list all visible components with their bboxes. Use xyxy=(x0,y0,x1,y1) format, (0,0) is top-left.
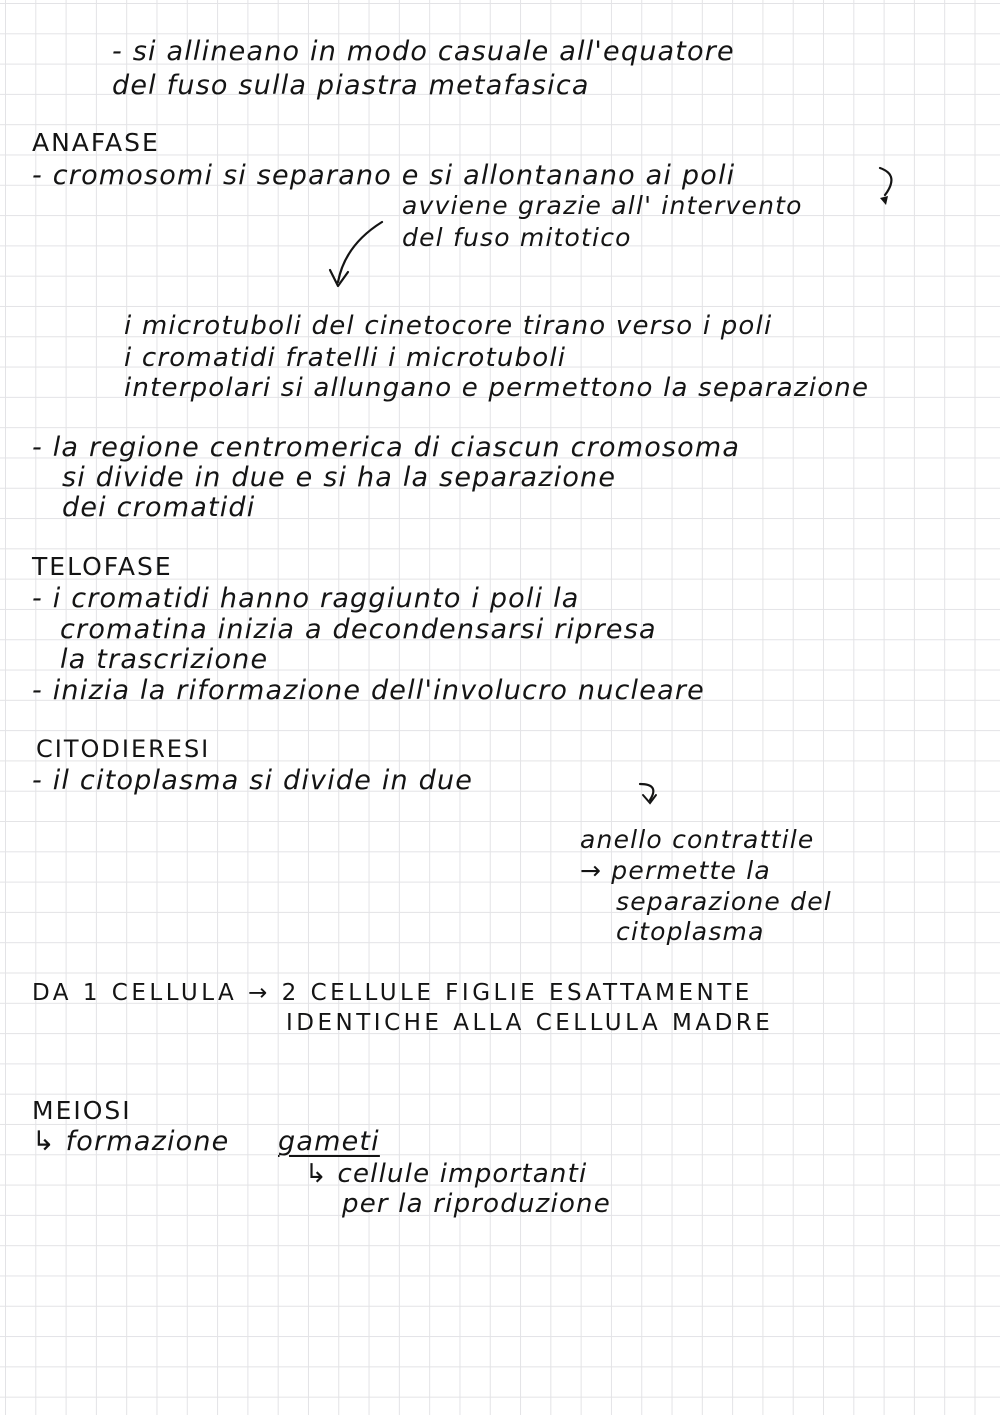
anafase-curve-arrow-icon xyxy=(338,222,382,282)
metaphase-line-2: del fuso sulla piastra metafasica xyxy=(112,70,590,101)
telofase-heading: TELOFASE xyxy=(32,552,173,581)
citodieresi-curve-arrow-icon xyxy=(640,784,653,800)
ring-line-2: → permette la xyxy=(580,856,771,885)
anafase-point2-line-3: dei cromatidi xyxy=(62,492,256,523)
poli-arrowhead-icon xyxy=(880,196,888,205)
anafase-line-1: - cromosomi si separano e si allontanano ai poli xyxy=(32,160,736,191)
summary-line-1: DA 1 CELLULA → 2 CELLULE FIGLIE ESATTAMENTE xyxy=(32,980,753,1006)
telofase-line-2: cromatina inizia a decondensarsi ripresa xyxy=(60,614,657,645)
anafase-point2-line-2: si divide in due e si ha la separazione xyxy=(62,462,617,493)
anafase-side-2: del fuso mitotico xyxy=(402,223,632,252)
ring-line-4: citoplasma xyxy=(616,917,765,946)
anafase-point2-line-1: - la regione centromerica di ciascun cromosoma xyxy=(32,432,741,463)
summary-line-2: IDENTICHE ALLA CELLULA MADRE xyxy=(286,1010,774,1036)
telofase-line-3: la trascrizione xyxy=(60,644,269,675)
citodieresi-line-1: - il citoplasma si divide in due xyxy=(32,765,474,796)
metaphase-line-1: - si allineano in modo casuale all'equatore xyxy=(112,36,735,67)
anafase-detail-3: interpolari si allungano e permettono la separazione xyxy=(124,373,870,403)
ring-line-3: separazione del xyxy=(616,887,832,916)
ring-line-1: anello contrattile xyxy=(580,825,815,854)
meiosi-line-1-prefix: ↳ formazione xyxy=(32,1126,230,1157)
telofase-line-4: - inizia la riformazione dell'involucro nucleare xyxy=(32,675,705,706)
meiosi-line-2: ↳ cellule importanti xyxy=(305,1159,588,1189)
anafase-detail-2: i cromatidi fratelli i microtuboli xyxy=(124,343,567,373)
anafase-arrowhead-icon xyxy=(330,270,348,286)
meiosi-gameti: gameti xyxy=(278,1126,380,1157)
citodieresi-heading: CITODIERESI xyxy=(36,735,211,763)
meiosi-heading: MEIOSI xyxy=(32,1096,132,1125)
telofase-line-1: - i cromatidi hanno raggiunto i poli la xyxy=(32,583,580,614)
anafase-heading: ANAFASE xyxy=(32,128,160,157)
citodieresi-arrowhead-icon xyxy=(643,795,656,803)
anafase-side-1: avviene grazie all' intervento xyxy=(402,191,803,220)
anafase-detail-1: i microtuboli del cinetocore tirano verso i poli xyxy=(124,311,773,341)
poli-curve-arrow-icon xyxy=(880,168,891,195)
meiosi-line-3: per la riproduzione xyxy=(342,1189,611,1219)
